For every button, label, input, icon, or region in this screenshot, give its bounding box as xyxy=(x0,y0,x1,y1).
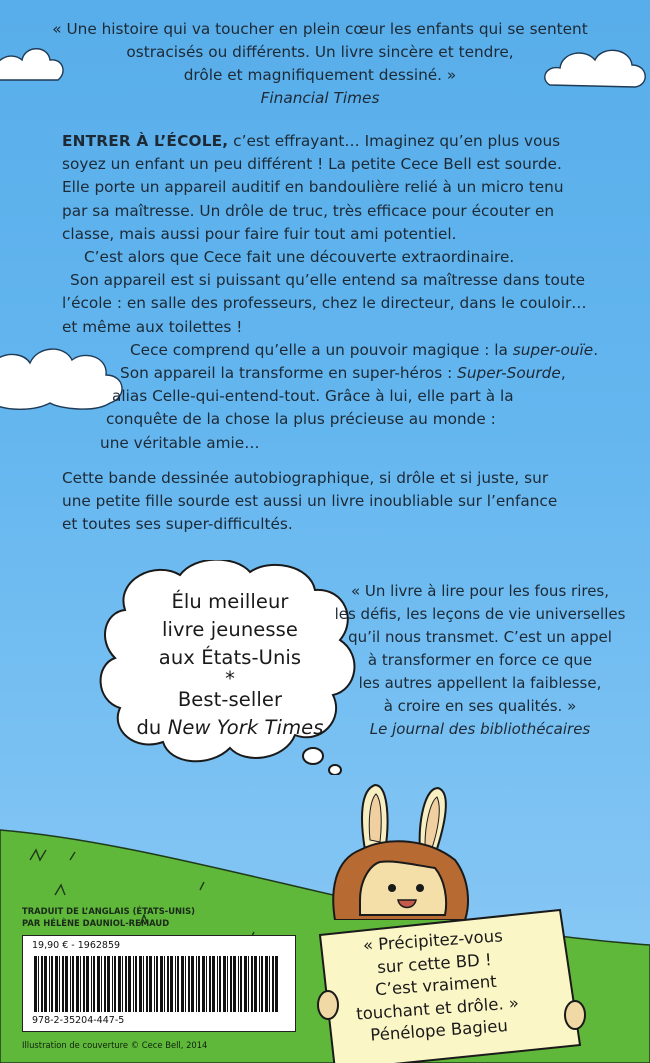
barcode-image xyxy=(32,956,282,1012)
summary-emphasis: Super-Sourde xyxy=(457,364,561,383)
sign-line: sur cette BD ! xyxy=(376,949,493,977)
quote-source: Le journal des bibliothécaires xyxy=(369,720,591,738)
barcode-bar xyxy=(167,956,169,1012)
barcode-bar xyxy=(206,956,207,1012)
summary-line: alias Celle-qui-entend-tout. Grâce à lui, elle part à la xyxy=(112,387,514,406)
barcode-bar xyxy=(202,956,205,1012)
barcode-bar xyxy=(164,956,165,1012)
description-line: Cette bande dessinée autobiographique, si drôle et si juste, sur xyxy=(62,469,549,487)
translation-line: PAR HÉLÈNE DAUNIOL-REMAUD xyxy=(22,918,170,928)
barcode-bar xyxy=(101,956,102,1012)
barcode-bar xyxy=(254,956,257,1012)
barcode-bar xyxy=(86,956,89,1012)
barcode-bar xyxy=(275,956,278,1012)
isbn-number: 978-2-35204-447-5 xyxy=(32,1015,125,1026)
barcode-bar xyxy=(114,956,116,1012)
summary-line: par sa maîtresse. Un drôle de truc, très efficace pour écouter en xyxy=(62,201,555,220)
girl-with-bunny-ears-illustration xyxy=(320,780,480,920)
award-separator: * xyxy=(225,667,235,690)
summary-lead: ENTRER À L’ÉCOLE, xyxy=(62,132,229,150)
barcode-bar xyxy=(97,956,100,1012)
barcode-bar xyxy=(272,956,274,1012)
barcode-bar xyxy=(175,956,176,1012)
barcode-bar xyxy=(70,956,71,1012)
barcode-bar xyxy=(188,956,190,1012)
barcode-bar xyxy=(251,956,253,1012)
summary-line: C’est alors que Cece fait une découverte extraordinaire. xyxy=(84,248,515,267)
quote-source: Financial Times xyxy=(260,89,380,107)
award-line: du xyxy=(136,716,168,739)
barcode-bar xyxy=(59,956,60,1012)
barcode-bar xyxy=(104,956,106,1012)
barcode-bar xyxy=(112,956,113,1012)
barcode-bar xyxy=(146,956,148,1012)
barcode-bar xyxy=(170,956,173,1012)
description-line: et toutes ses super-difficultés. xyxy=(62,515,293,534)
quote-line: les défis, les leçons de vie universelles xyxy=(334,605,626,623)
barcode-bar xyxy=(49,956,50,1012)
award-text xyxy=(103,588,357,742)
summary-line: Elle porte un appareil auditif en bandoulière relié à un micro tenu xyxy=(62,178,564,197)
barcode-bar xyxy=(156,956,158,1012)
barcode-bar xyxy=(248,956,249,1012)
barcode-bar xyxy=(244,956,247,1012)
quote-line: à transformer en force ce que xyxy=(367,651,593,669)
barcode-bar xyxy=(261,956,263,1012)
barcode-bar xyxy=(149,956,152,1012)
barcode-bar xyxy=(160,956,163,1012)
book-summary xyxy=(62,130,622,455)
illustration-credit: Illustration de couverture © Cece Bell, 2014 xyxy=(22,1040,208,1050)
summary-punct: . xyxy=(593,340,599,359)
summary-line: conquête de la chose la plus précieuse au monde : xyxy=(106,410,496,429)
barcode-bar xyxy=(259,956,260,1012)
barcode-bar xyxy=(143,956,144,1012)
barcode-bar xyxy=(233,956,236,1012)
summary-line: classe, mais aussi pour faire fuir tout ami potentiel. xyxy=(62,224,457,243)
barcode-bar xyxy=(51,956,53,1012)
award-newspaper: New York Times xyxy=(167,716,324,739)
barcode-bar xyxy=(191,956,194,1012)
quote-line: qu’il nous transmet. C’est un appel xyxy=(348,628,612,646)
translation-line: TRADUIT DE L’ANGLAIS (ÉTATS-UNIS) xyxy=(22,906,196,916)
barcode-bar xyxy=(34,956,37,1012)
sign-quote xyxy=(312,922,559,1051)
barcode-bar xyxy=(185,956,186,1012)
barcode-bar xyxy=(128,956,131,1012)
barcode-bar xyxy=(55,956,58,1012)
barcode-bar xyxy=(122,956,123,1012)
summary-line: l’école : en salle des professeurs, chez le directeur, dans le couloir… xyxy=(62,294,587,313)
price-label: 19,90 € - 1962859 xyxy=(32,940,121,951)
barcode-bar xyxy=(135,956,137,1012)
summary-line: Son appareil la transforme en super-héros : xyxy=(120,364,458,383)
barcode-bar xyxy=(196,956,197,1012)
barcode-bar xyxy=(93,956,95,1012)
barcode-bar xyxy=(223,956,226,1012)
summary-line: soyez un enfant un peu différent ! La petite Cece Bell est sourde. xyxy=(62,155,562,174)
barcode-bar xyxy=(76,956,79,1012)
book-description xyxy=(62,467,622,537)
barcode-bar xyxy=(41,956,43,1012)
award-line: aux États-Unis xyxy=(158,646,302,669)
summary-line: et même aux toilettes ! xyxy=(62,317,243,336)
summary-emphasis: super-ouïe xyxy=(512,340,594,359)
translation-credit xyxy=(22,905,322,929)
award-line: livre jeunesse xyxy=(161,618,298,641)
barcode-bar xyxy=(265,956,268,1012)
barcode-bar xyxy=(209,956,211,1012)
quote-line: « Une histoire qui va toucher en plein cœur les enfants qui se sentent xyxy=(52,20,588,38)
barcode-bar xyxy=(62,956,64,1012)
summary-line: une véritable amie… xyxy=(100,433,260,452)
summary-line: c’est effrayant… Imaginez qu’en plus vous xyxy=(228,132,561,150)
top-review-quote xyxy=(40,18,600,110)
barcode-bar xyxy=(240,956,242,1012)
barcode-bar xyxy=(217,956,218,1012)
sign-line: « Précipitez-vous xyxy=(362,926,504,955)
barcode-bar xyxy=(212,956,215,1012)
quote-line: les autres appellent la faiblesse, xyxy=(358,674,602,692)
sign-author: Pénélope Bagieu xyxy=(369,1016,509,1045)
barcode-bar xyxy=(107,956,110,1012)
barcode-bar xyxy=(38,956,39,1012)
description-line: une petite fille sourde est aussi un livre inoubliable sur l’enfance xyxy=(62,492,558,511)
quote-line: drôle et magnifiquement dessiné. » xyxy=(183,66,457,84)
quote-line: à croire en ses qualités. » xyxy=(383,697,577,715)
barcode-bar xyxy=(80,956,81,1012)
barcode-bar xyxy=(65,956,68,1012)
barcode-bar xyxy=(83,956,85,1012)
barcode-bar xyxy=(139,956,142,1012)
barcode-bar xyxy=(154,956,155,1012)
summary-line: Son appareil est si puissant qu’elle entend sa maîtresse dans toute xyxy=(70,271,585,290)
librarian-review-quote xyxy=(330,580,630,741)
barcode-bar xyxy=(91,956,92,1012)
barcode-bar xyxy=(227,956,228,1012)
quote-line: ostracisés ou différents. Un livre sincère et tendre, xyxy=(126,43,514,61)
summary-line: Cece comprend qu’elle a un pouvoir magique : la xyxy=(130,340,513,359)
barcode-bar xyxy=(238,956,239,1012)
barcode-bar xyxy=(230,956,232,1012)
barcode-bar xyxy=(269,956,270,1012)
summary-punct: , xyxy=(560,364,566,383)
sign-line: C’est vraiment xyxy=(374,971,498,1000)
barcode-bar xyxy=(118,956,121,1012)
barcode-bar xyxy=(133,956,134,1012)
award-line: Élu meilleur xyxy=(171,590,289,613)
barcode-bar xyxy=(181,956,184,1012)
barcode-bar xyxy=(198,956,200,1012)
barcode-bar xyxy=(219,956,221,1012)
sign-line: touchant et drôle. » xyxy=(355,992,520,1024)
barcode-bar xyxy=(72,956,74,1012)
barcode-bar xyxy=(44,956,47,1012)
award-line: Best-seller xyxy=(177,688,283,711)
quote-line: « Un livre à lire pour les fous rires, xyxy=(350,582,610,600)
barcode-bar xyxy=(125,956,127,1012)
barcode-bar xyxy=(177,956,179,1012)
